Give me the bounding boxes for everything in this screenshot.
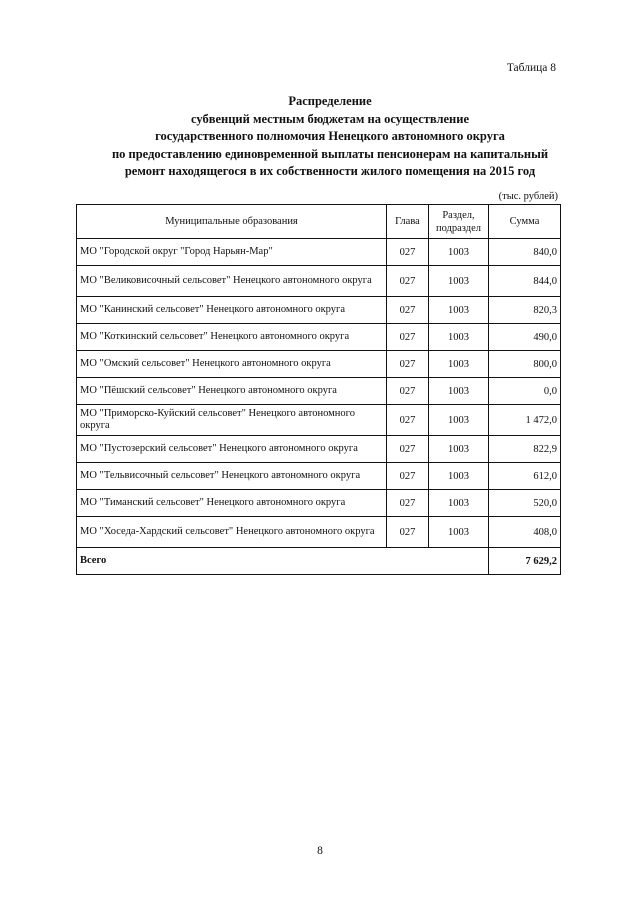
cell-glava: 027: [387, 378, 429, 405]
table-row: [77, 378, 561, 405]
subsidy-table: [76, 204, 561, 575]
total-empty-cell: [387, 548, 429, 575]
cell-razdel: 1003: [429, 266, 489, 297]
cell-municipality: МО "Городской округ "Город Нарьян-Мар": [77, 239, 387, 266]
cell-municipality: МО "Канинский сельсовет" Ненецкого автономного округа: [77, 297, 387, 324]
table-row: [77, 405, 561, 436]
cell-summa: 840,0: [489, 239, 561, 266]
cell-glava: 027: [387, 239, 429, 266]
page-number: 8: [317, 845, 323, 857]
cell-summa: 820,3: [489, 297, 561, 324]
cell-summa: 1 472,0: [489, 405, 561, 436]
cell-glava: 027: [387, 405, 429, 436]
document-title: [60, 93, 600, 181]
units-note: (тыс. рублей): [498, 191, 558, 202]
cell-municipality: МО "Тельвисочный сельсовет" Ненецкого автономного округа: [77, 463, 387, 490]
cell-razdel: 1003: [429, 324, 489, 351]
cell-razdel: 1003: [429, 297, 489, 324]
cell-glava: 027: [387, 463, 429, 490]
title-line: по предоставлению единовременной выплаты пенсионерам на капитальный: [111, 146, 549, 161]
cell-razdel: 1003: [429, 463, 489, 490]
table-header-row: [77, 205, 561, 239]
cell-municipality: МО "Омский сельсовет" Ненецкого автономного округа: [77, 351, 387, 378]
header-summa: Сумма: [489, 205, 561, 239]
cell-summa: 800,0: [489, 351, 561, 378]
total-summa: 7 629,2: [489, 548, 561, 575]
table-row: [77, 324, 561, 351]
cell-razdel: 1003: [429, 517, 489, 548]
table-body: [77, 239, 561, 575]
cell-glava: 027: [387, 490, 429, 517]
table-row: [77, 436, 561, 463]
title-line: государственного полномочия Ненецкого автономного округа: [155, 129, 505, 143]
cell-razdel: 1003: [429, 405, 489, 436]
cell-glava: 027: [387, 324, 429, 351]
cell-municipality: МО "Пёшский сельсовет" Ненецкого автономного округа: [77, 378, 387, 405]
cell-summa: 844,0: [489, 266, 561, 297]
cell-summa: 822,9: [489, 436, 561, 463]
cell-municipality: МО "Приморско-Куйский сельсовет" Ненецкого автономного округа: [77, 405, 387, 436]
cell-razdel: 1003: [429, 436, 489, 463]
header-razdel: Раздел, подраздел: [429, 205, 489, 239]
cell-razdel: 1003: [429, 378, 489, 405]
cell-glava: 027: [387, 297, 429, 324]
cell-municipality: МО "Хоседа-Хардский сельсовет" Ненецкого автономного округа: [77, 517, 387, 548]
total-empty-cell: [429, 548, 489, 575]
table-row: [77, 490, 561, 517]
header-glava: Глава: [387, 205, 429, 239]
title-line: субвенций местным бюджетам на осуществление: [191, 111, 469, 126]
cell-summa: 520,0: [489, 490, 561, 517]
table-row: [77, 351, 561, 378]
cell-razdel: 1003: [429, 351, 489, 378]
cell-municipality: МО "Тиманский сельсовет" Ненецкого автономного округа: [77, 490, 387, 517]
table-row: [77, 239, 561, 266]
total-row: [77, 548, 561, 575]
cell-municipality: МО "Великовисочный сельсовет" Ненецкого автономного округа: [77, 266, 387, 297]
title-line: Распределение: [288, 94, 372, 108]
table-row: [77, 297, 561, 324]
cell-glava: 027: [387, 351, 429, 378]
cell-summa: 408,0: [489, 517, 561, 548]
cell-glava: 027: [387, 266, 429, 297]
title-line: ремонт находящегося в их собственности жилого помещения на 2015 год: [124, 164, 536, 178]
cell-glava: 027: [387, 436, 429, 463]
table-row: [77, 517, 561, 548]
table-label: Таблица 8: [506, 62, 556, 74]
table-row: [77, 463, 561, 490]
cell-glava: 027: [387, 517, 429, 548]
cell-municipality: МО "Пустозерский сельсовет" Ненецкого автономного округа: [77, 436, 387, 463]
cell-summa: 490,0: [489, 324, 561, 351]
header-name: Муниципальные образования: [77, 205, 387, 239]
cell-razdel: 1003: [429, 490, 489, 517]
table-row: [77, 266, 561, 297]
cell-municipality: МО "Коткинский сельсовет" Ненецкого автономного округа: [77, 324, 387, 351]
total-label: Всего: [77, 548, 387, 575]
cell-summa: 612,0: [489, 463, 561, 490]
cell-razdel: 1003: [429, 239, 489, 266]
cell-summa: 0,0: [489, 378, 561, 405]
